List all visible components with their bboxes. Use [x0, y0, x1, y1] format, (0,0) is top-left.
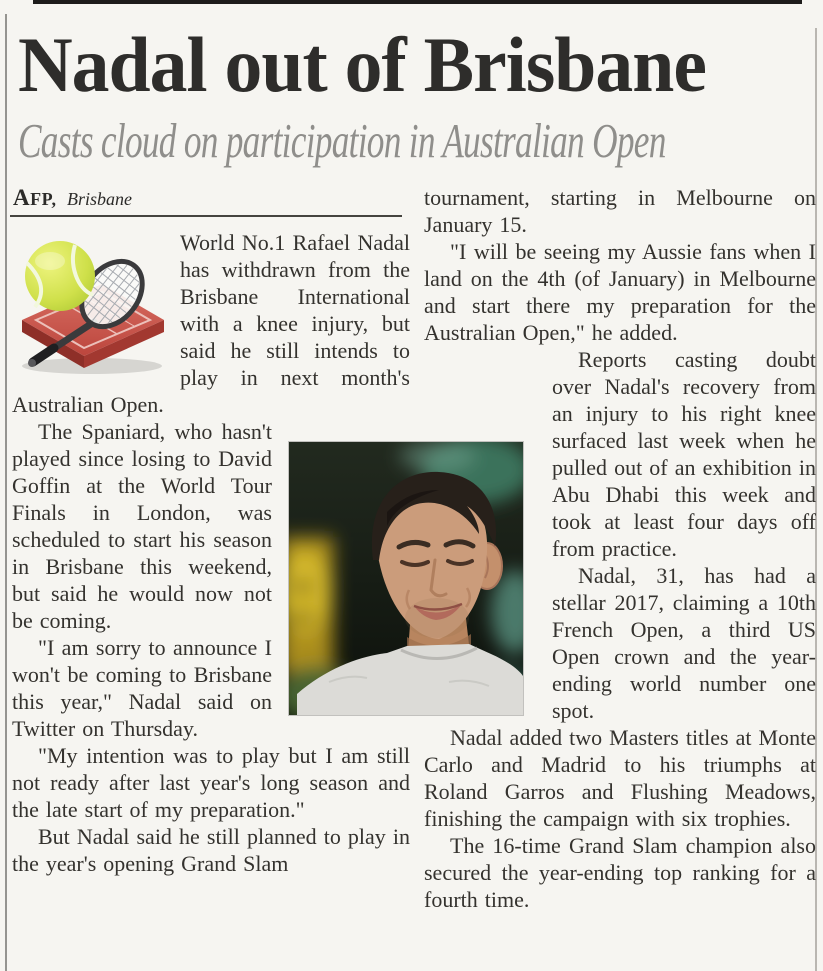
byline [13, 185, 132, 211]
left-edge-hairline [5, 14, 7, 971]
article-paragraph: tournament, starting in Melbourne on January 15. [424, 185, 816, 237]
article-paragraph: The 16-time Grand Slam champion also secured the year-ending top ranking for a fourth time. [424, 833, 816, 912]
article-paragraph: "I am sorry to announce I won't be coming to Brisbane this year," Nadal said on Twitter on Thursday. [12, 635, 272, 741]
byline-location: Brisbane [66, 189, 132, 209]
article-paragraph: But Nadal said he still planned to play in the year's opening Grand Slam [12, 824, 410, 876]
article-paragraph: Nadal, 31, has had a stellar 2017, claiming a 10th French Open, a third US Open crown and the year-ending world number one spot. [552, 563, 816, 723]
tennis-illustration [12, 232, 170, 376]
byline-rule [10, 215, 402, 217]
top-rule [33, 0, 802, 4]
byline-agency: AFP, [13, 185, 57, 210]
article-paragraph: "I will be seeing my Aussie fans when I land on the 4th (of January) in Melbourne and start there my preparation for the Australian Open," he added. [424, 239, 816, 345]
article-paragraph: World No.1 Rafael Nadal has withdrawn from the Brisbane International with a knee injury, but said he still intends to play in next month's Australian Open. [12, 230, 410, 417]
tennis-ball [25, 241, 95, 311]
article-paragraph: Reports casting doubt over Nadal's recovery from an injury to his right knee surfaced last week when he pulled out of an exhibition in Abu Dhabi this week and took at least four days off from practice. [552, 347, 816, 561]
article-paragraph: "My intention was to play but I am still not ready after last year's long season and the late start of my preparation." [12, 743, 410, 822]
article-paragraph: Nadal added two Masters titles at Monte Carlo and Madrid to his triumphs at Roland Garros and Flushing Meadows, finishing the campaign with six trophies. [424, 725, 816, 831]
subheadline: Casts cloud on participation in Australian Open [18, 113, 666, 168]
article-paragraph: The Spaniard, who hasn't played since losing to David Goffin at the World Tour Finals in London, was scheduled to start his season in Brisbane this weekend, but said he would now not be coming. [12, 419, 272, 633]
nadal-photo [289, 442, 523, 715]
headline: Nadal out of Brisbane [18, 21, 706, 108]
